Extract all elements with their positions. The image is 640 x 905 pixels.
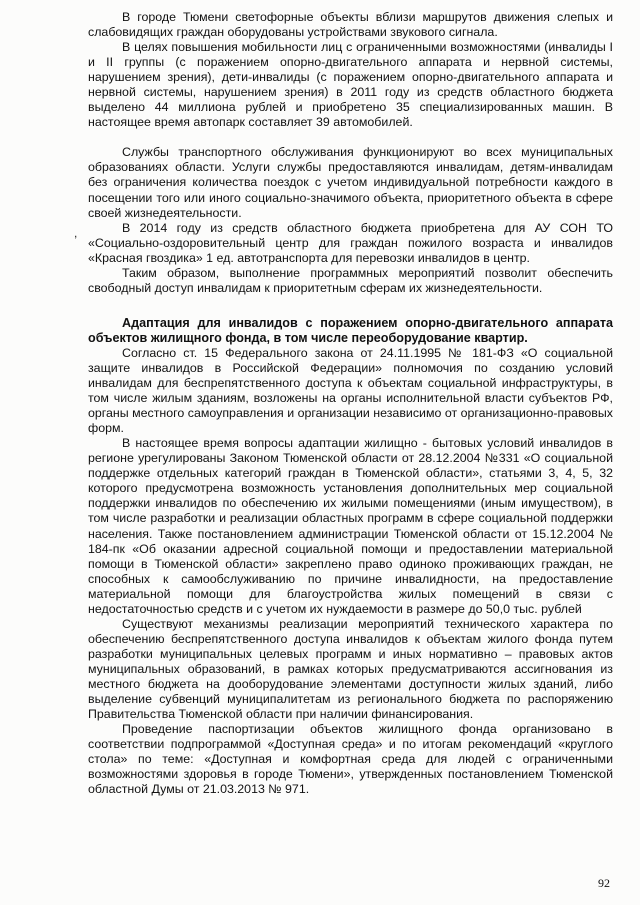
paragraph-conclusion: Таким образом, выполнение программных мероприятий позволит обеспечить свободный доступ инвалидам к приоритетным сферам их жизнедеятельности. bbox=[88, 265, 613, 295]
paragraph-2014-purchase: В 2014 году из средств областного бюджета приобретена для АУ СОН ТО «Социально-оздоровительный центр для граждан пожилого возраста и инвалидов «Красная гвоздика» 1 ед. автотранспорта для перевозки инвалидов в центр. bbox=[88, 220, 613, 265]
section-heading: Адаптация для инвалидов с поражением опорно-двигательного аппарата объектов жилищного фонда, в том числе переоборудование квартир. bbox=[88, 315, 613, 345]
paragraph-mechanisms: Существуют механизмы реализации мероприятий технического характера по обеспечению беспрепятственного доступа инвалидов к объектам жилого фонда путем разработки муниципальных целевых программ и иных нормативно – правовых актов муниципальных образований, в рамках которых предусматриваются ассигнования из местного бюджета на дооборудование элементами доступности жилых зданий, либо выделение субвенций муниципалитетам из регионального бюджета по распоряжению Правительства Тюменской области при наличии финансирования. bbox=[88, 616, 613, 722]
scan-speck: , bbox=[74, 226, 78, 240]
paragraph-traffic-lights: В городе Тюмени светофорные объекты вблизи маршрутов движения слепых и слабовидящих граждан оборудованы устройствами звукового сигнала. bbox=[88, 10, 613, 40]
paragraph-federal-law: Согласно ст. 15 Федерального закона от 24.11.1995 № 181-ФЗ «О социальной защите инвалидов в Российской Федерации» полномочия по созданию условий инвалидам для беспрепятственного доступа к объектам социальной инфраструктуры, в том числе жилым зданиям, возложены на органы исполнительной власти субъектов РФ, органы местного самоуправления и организации независимо от организационно-правовых форм. bbox=[88, 345, 613, 436]
paragraph-mobility-vehicles: В целях повышения мобильности лиц с ограниченными возможностями (инвалиды I и II группы (с поражением опорно-двигательного аппарата и нервной системы, нарушением зрения), дети-инвалиды (с поражением опорно-двигательного аппарата и нервной системы, нарушением зрения) в 2011 году из средств областного бюджета выделено 44 миллиона рублей и приобретено 35 специализированных машин. В настоящее время автопарк составляет 39 автомобилей. bbox=[88, 40, 613, 130]
paragraph-transport-services: Службы транспортного обслуживания функционируют во всех муниципальных образованиях области. Услуги службы предоставляются инвалидам, детям-инвалидам без ограничения количества поездок с учетом индивидуальной потребности каждого в посещении того или иного социально-значимого объекта, приоритетного объекта в сфере своей жизнедеятельности. bbox=[88, 145, 613, 220]
paragraph-regional-regulation: В настоящее время вопросы адаптации жилищно - бытовых условий инвалидов в регионе урегулированы Законом Тюменской области от 28.12.2004 №331 «О социальной поддержке отдельных категорий граждан в Тюменской области», статьями 3, 4, 5, 32 которого предусмотрена возможность установления дополнительных мер социальной поддержки инвалидов по обеспечению их жилыми помещениями (иным имуществом), в том числе разработки и реализации областных программ в сфере социальной поддержки населения. Также постановлением администрации Тюменской области от 15.12.2004 № 184-пк «Об оказании адресной социальной помощи и предоставлении материальной помощи в Тюменской области» закреплено право одиноко проживающих граждан, не способных к самообслуживанию по причине инвалидности, на предоставление материальной помощи для благоустройства жилых помещений в связи с недостаточностью средств и с учетом их нуждаемости в размере до 50,0 тыс. рублей bbox=[88, 436, 613, 616]
paragraph-passportization: Проведение паспортизации объектов жилищного фонда организовано в соответствии подпрограммой «Доступная среда» и по итогам рекомендаций «круглого стола» по теме: «Доступная и комфортная среда для людей с ограниченными возможностями здоровья в городе Тюмени», утвержденных постановлением Тюменской областной Думы от 21.03.2013 № 971. bbox=[88, 722, 613, 797]
document-body bbox=[88, 10, 613, 797]
page-number: 92 bbox=[598, 876, 610, 890]
